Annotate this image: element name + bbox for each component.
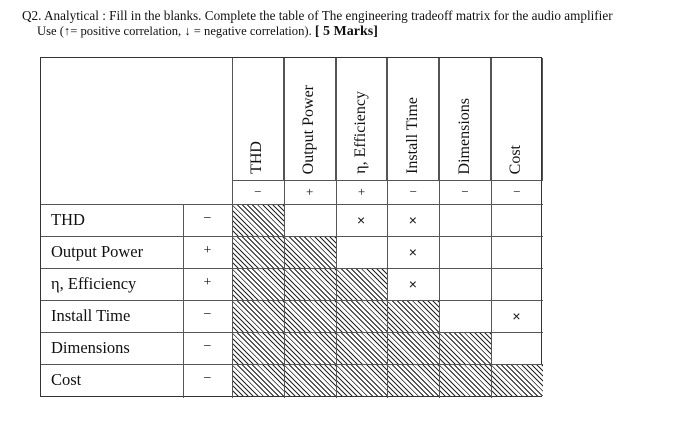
question-instructions: Use (↑= positive correlation, ↓ = negative correlation).	[37, 24, 312, 38]
row-label: Install Time	[51, 306, 131, 325]
hatched-cell	[232, 236, 284, 268]
tradeoff-matrix	[40, 57, 542, 397]
hatched-cell	[336, 364, 388, 396]
row-label: Dimensions	[51, 338, 130, 357]
column-header-label: Install Time	[403, 97, 421, 174]
question-title: Q2. Analytical : Fill in the blanks. Complete the table of The engineering tradeoff matrix for the audio amplifier	[22, 8, 613, 23]
hatched-cell	[284, 268, 336, 300]
row-sign: −	[203, 307, 212, 322]
correlation-mark[interactable]: ×	[512, 308, 521, 324]
hatched-cell	[232, 268, 284, 300]
hatched-cell	[336, 332, 388, 364]
grid-top-line	[41, 204, 543, 205]
hatched-cell	[439, 364, 491, 396]
hatched-cell	[284, 364, 336, 396]
row-label: Output Power	[51, 242, 144, 261]
hatched-cell	[284, 332, 336, 364]
column-sign: −	[461, 184, 469, 199]
column-divider	[491, 58, 492, 398]
column-header	[439, 58, 491, 180]
hatched-cell	[232, 364, 284, 396]
column-divider	[284, 58, 285, 398]
column-header-label: Dimensions	[455, 97, 473, 174]
column-header	[387, 58, 439, 180]
column-header	[336, 58, 388, 180]
correlation-mark[interactable]: ×	[408, 276, 417, 292]
hatched-cell	[284, 236, 336, 268]
row-divider	[41, 364, 543, 365]
row-divider	[41, 236, 543, 237]
column-divider	[387, 58, 388, 398]
column-sign: +	[306, 184, 314, 199]
hatched-cell	[387, 300, 439, 332]
column-sign: −	[409, 184, 417, 199]
row-sign: −	[203, 339, 212, 354]
row-divider	[41, 300, 543, 301]
correlation-mark[interactable]: ×	[408, 244, 417, 260]
correlation-mark[interactable]: ×	[357, 212, 366, 228]
row-sign: −	[203, 211, 212, 226]
column-divider	[336, 58, 337, 398]
row-label: Cost	[51, 370, 82, 389]
row-divider	[41, 268, 543, 269]
column-header	[284, 58, 336, 180]
hatched-cell	[336, 300, 388, 332]
hatched-cell	[439, 332, 491, 364]
hatched-cell	[336, 268, 388, 300]
hatched-cell	[232, 300, 284, 332]
question-subtitle	[37, 23, 378, 40]
row-label: η, Efficiency	[51, 274, 137, 293]
column-header	[491, 58, 543, 180]
hatched-cell	[232, 332, 284, 364]
column-header-label: Cost	[507, 144, 525, 174]
column-header-label: Output Power	[300, 84, 318, 174]
column-header-label: THD	[248, 141, 266, 174]
hatched-cell	[491, 364, 543, 396]
column-sign: −	[513, 184, 521, 199]
column-sign: +	[357, 184, 366, 199]
question-marks: [ 5 Marks]	[314, 24, 378, 39]
column-divider	[232, 58, 233, 398]
row-label: THD	[51, 210, 85, 229]
row-sign: +	[203, 275, 212, 290]
hatched-cell	[387, 364, 439, 396]
column-sign: −	[254, 184, 262, 199]
row-divider	[41, 332, 543, 333]
column-header	[232, 58, 284, 180]
column-header-label: η, Efficiency	[351, 91, 369, 174]
correlation-mark[interactable]: ×	[408, 212, 417, 228]
column-divider	[439, 58, 440, 398]
sign-column-divider	[183, 204, 184, 398]
hatched-cell	[387, 332, 439, 364]
row-sign: +	[203, 243, 212, 258]
row-sign: −	[203, 371, 212, 386]
hatched-cell	[232, 204, 284, 236]
hatched-cell	[284, 300, 336, 332]
